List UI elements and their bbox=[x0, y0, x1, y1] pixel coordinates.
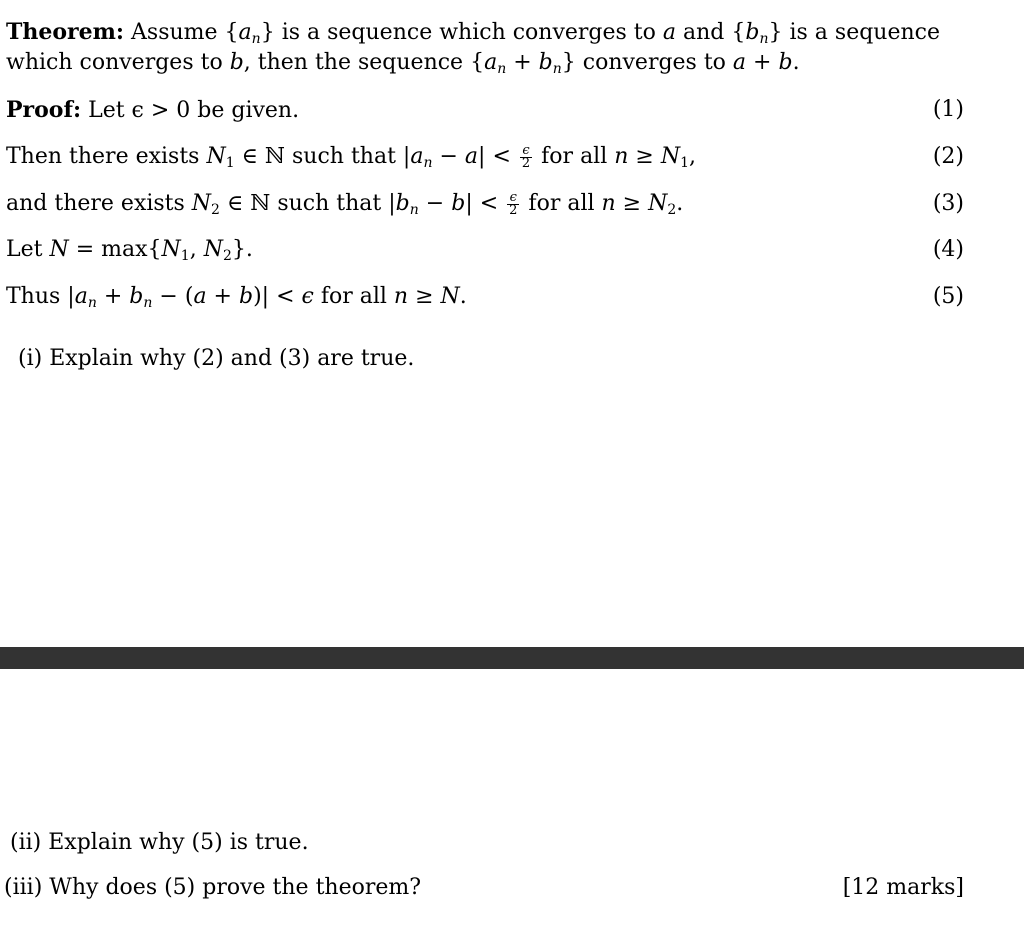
proof-step-5: Thus $|a_n + b_n - (a + b)| < \epsilon$ for all n ≥ N. bbox=[6, 284, 467, 311]
proof-step-2: Then there exists $N_1$ ∈ ℕ such that $|a_n - a|$ < $\frac{\epsilon}{2}$ for all $n \ge N_1$, bbox=[6, 142, 697, 171]
theorem-label: Theorem: bbox=[6, 19, 125, 45]
equation-number-4: (4) bbox=[932, 237, 964, 262]
theorem-text: Assume $\{a_n\}$ is a sequence which converges to a and $\{b_n\}$ is a sequence bbox=[131, 20, 941, 47]
proof-step-3: and there exists $N_2$ ∈ ℕ such that $|b_n - b|$ < $\frac{\epsilon}{2}$ for all $n \ge N_2$. bbox=[6, 189, 684, 218]
fraction-epsilon-over-2: $\frac{\epsilon}{2}$ bbox=[509, 189, 518, 218]
proof-step-1-text: Let ϵ > 0 be given. bbox=[88, 98, 300, 123]
theorem-line-1 bbox=[6, 18, 940, 53]
fraction-epsilon-over-2: $\frac{\epsilon}{2}$ bbox=[521, 142, 531, 171]
proof-label: Proof: bbox=[6, 97, 82, 123]
proof-step-4: Let $N = \max\{N_1$, $N_2$}. bbox=[6, 237, 253, 264]
theorem-line-2 bbox=[6, 49, 800, 83]
equation-number-5: (5) bbox=[932, 284, 964, 309]
marks-label: [12 marks] bbox=[842, 875, 964, 900]
proof-step-1 bbox=[6, 96, 299, 125]
question-iii: (iii) Why does (5) prove the theorem? bbox=[4, 875, 422, 900]
equation-number-2: (2) bbox=[932, 144, 964, 169]
equation-number-1: (1) bbox=[932, 97, 964, 122]
equation-number-3: (3) bbox=[932, 191, 964, 216]
question-ii: (ii) Explain why (5) is true. bbox=[10, 830, 309, 855]
question-i: (i) Explain why (2) and (3) are true. bbox=[18, 346, 415, 371]
theorem-text-cont: which converges to b, then the sequence $\{a_n + b_n\}$ converges to a + b. bbox=[6, 50, 800, 77]
divider-bar bbox=[0, 647, 1024, 669]
